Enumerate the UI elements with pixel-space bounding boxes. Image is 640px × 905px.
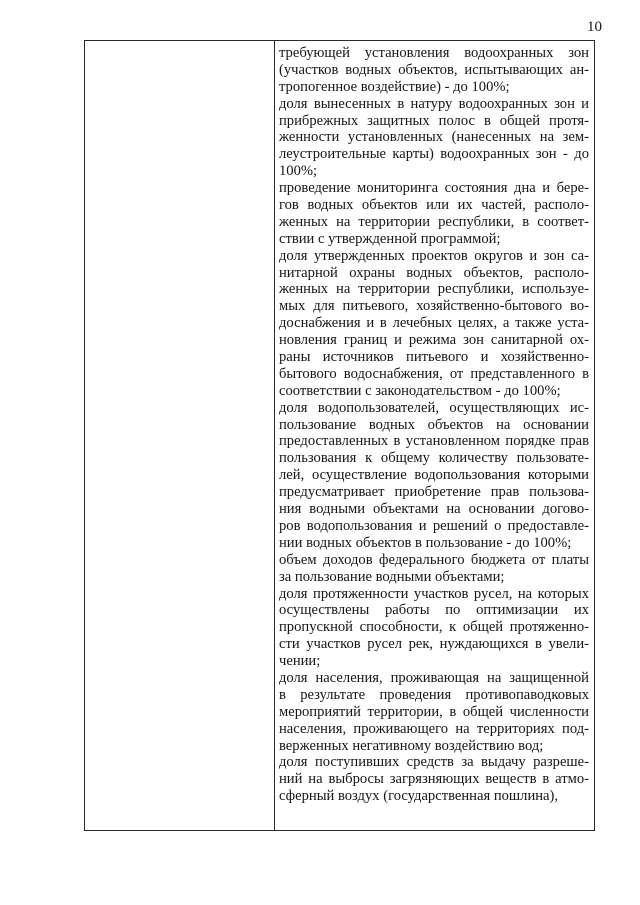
text-line: сти участков русел рек, нуждающихся в увели- — [279, 636, 589, 653]
document-table — [84, 40, 595, 831]
text-line: пользования к общему количеству пользовате- — [279, 450, 589, 467]
text-line: доснабжения и в лечебных целях, а также уста- — [279, 315, 589, 332]
text-line: мых для питьевого, хозяйственно-бытового во- — [279, 298, 589, 315]
text-line: женных на территории республики, используе- — [279, 281, 589, 298]
text-line: 100%; — [279, 163, 318, 180]
text-line: верженных негативному воздействию вод; — [279, 737, 544, 754]
text-line: ствии с утвержденной программой; — [279, 230, 501, 247]
text-line: доля протяженности участков русел, на которых — [279, 585, 589, 602]
text-line: требующей установления водоохранных зон — [279, 45, 589, 61]
text-line: объем доходов федерального бюджета от платы — [279, 551, 589, 568]
page-number: 10 — [587, 19, 602, 35]
text-line: женности установленных (нанесенных на зем- — [279, 129, 589, 146]
text-line: нитарной охраны водных объектов, располо- — [279, 264, 589, 281]
text-line: лей, осуществление водопользования которыми — [279, 467, 589, 484]
text-line: за пользование водными объектами; — [279, 568, 505, 585]
text-line: пользование водных объектов на основании — [279, 416, 589, 433]
text-line: населения, проживающего на территориях под- — [279, 720, 589, 737]
text-line: бытового водоснабжения, от представленного в — [279, 365, 589, 382]
text-line: предусматривает приобретение прав пользова- — [279, 484, 589, 501]
text-line: раны источников питьевого и хозяйственно- — [279, 349, 589, 366]
text-line: доля утвержденных проектов округов и зон са- — [279, 247, 589, 264]
text-line: предоставленных в установленном порядке прав — [279, 433, 589, 450]
text-line: осуществлены работы по оптимизации их — [279, 602, 589, 619]
text-line: женных на территории республики, в соответ- — [279, 213, 589, 230]
text-line: гов водных объектов или их частей, располо- — [279, 197, 589, 214]
text-line: новления границ и режима зон санитарной ох- — [279, 332, 589, 349]
text-line: ния водными объектами на основании догово- — [279, 501, 589, 518]
text-line: сферный воздух (государственная пошлина), — [279, 788, 559, 805]
text-line: прибрежных защитных полос в общей протя- — [279, 112, 589, 129]
text-line: доля населения, проживающая на защищенной — [279, 669, 589, 686]
text-line: нии водных объектов в пользование - до 100%; — [279, 534, 572, 551]
table-left-column — [85, 41, 275, 830]
text-line: (участков водных объектов, испытывающих ан- — [279, 61, 589, 78]
text-line: ний на выбросы загрязняющих веществ в атмо- — [279, 771, 589, 788]
text-line: в результате проведения противопаводковых — [279, 686, 589, 703]
text-line: доля водопользователей, осуществляющих ис- — [279, 399, 589, 416]
text-line: леустроительные карты) водоохранных зон - до — [279, 146, 589, 163]
text-line: мероприятий территории, в общей численности — [279, 703, 589, 720]
table-right-column — [275, 41, 594, 830]
text-line: проведение мониторинга состояния дна и бере- — [279, 180, 589, 197]
text-line: тропогенное воздействие) - до 100%; — [279, 78, 510, 95]
text-line: соответствии с законодательством - до 100%; — [279, 382, 561, 399]
text-line: доля вынесенных в натуру водоохранных зон и — [279, 95, 589, 112]
text-line: доля поступивших средств за выдачу разреше- — [279, 754, 589, 771]
text-line: ров водопользования и решений о предоставле- — [279, 517, 589, 534]
text-line: пропускной способности, к общей протяженно- — [279, 619, 589, 636]
text-line: чении; — [279, 653, 321, 670]
